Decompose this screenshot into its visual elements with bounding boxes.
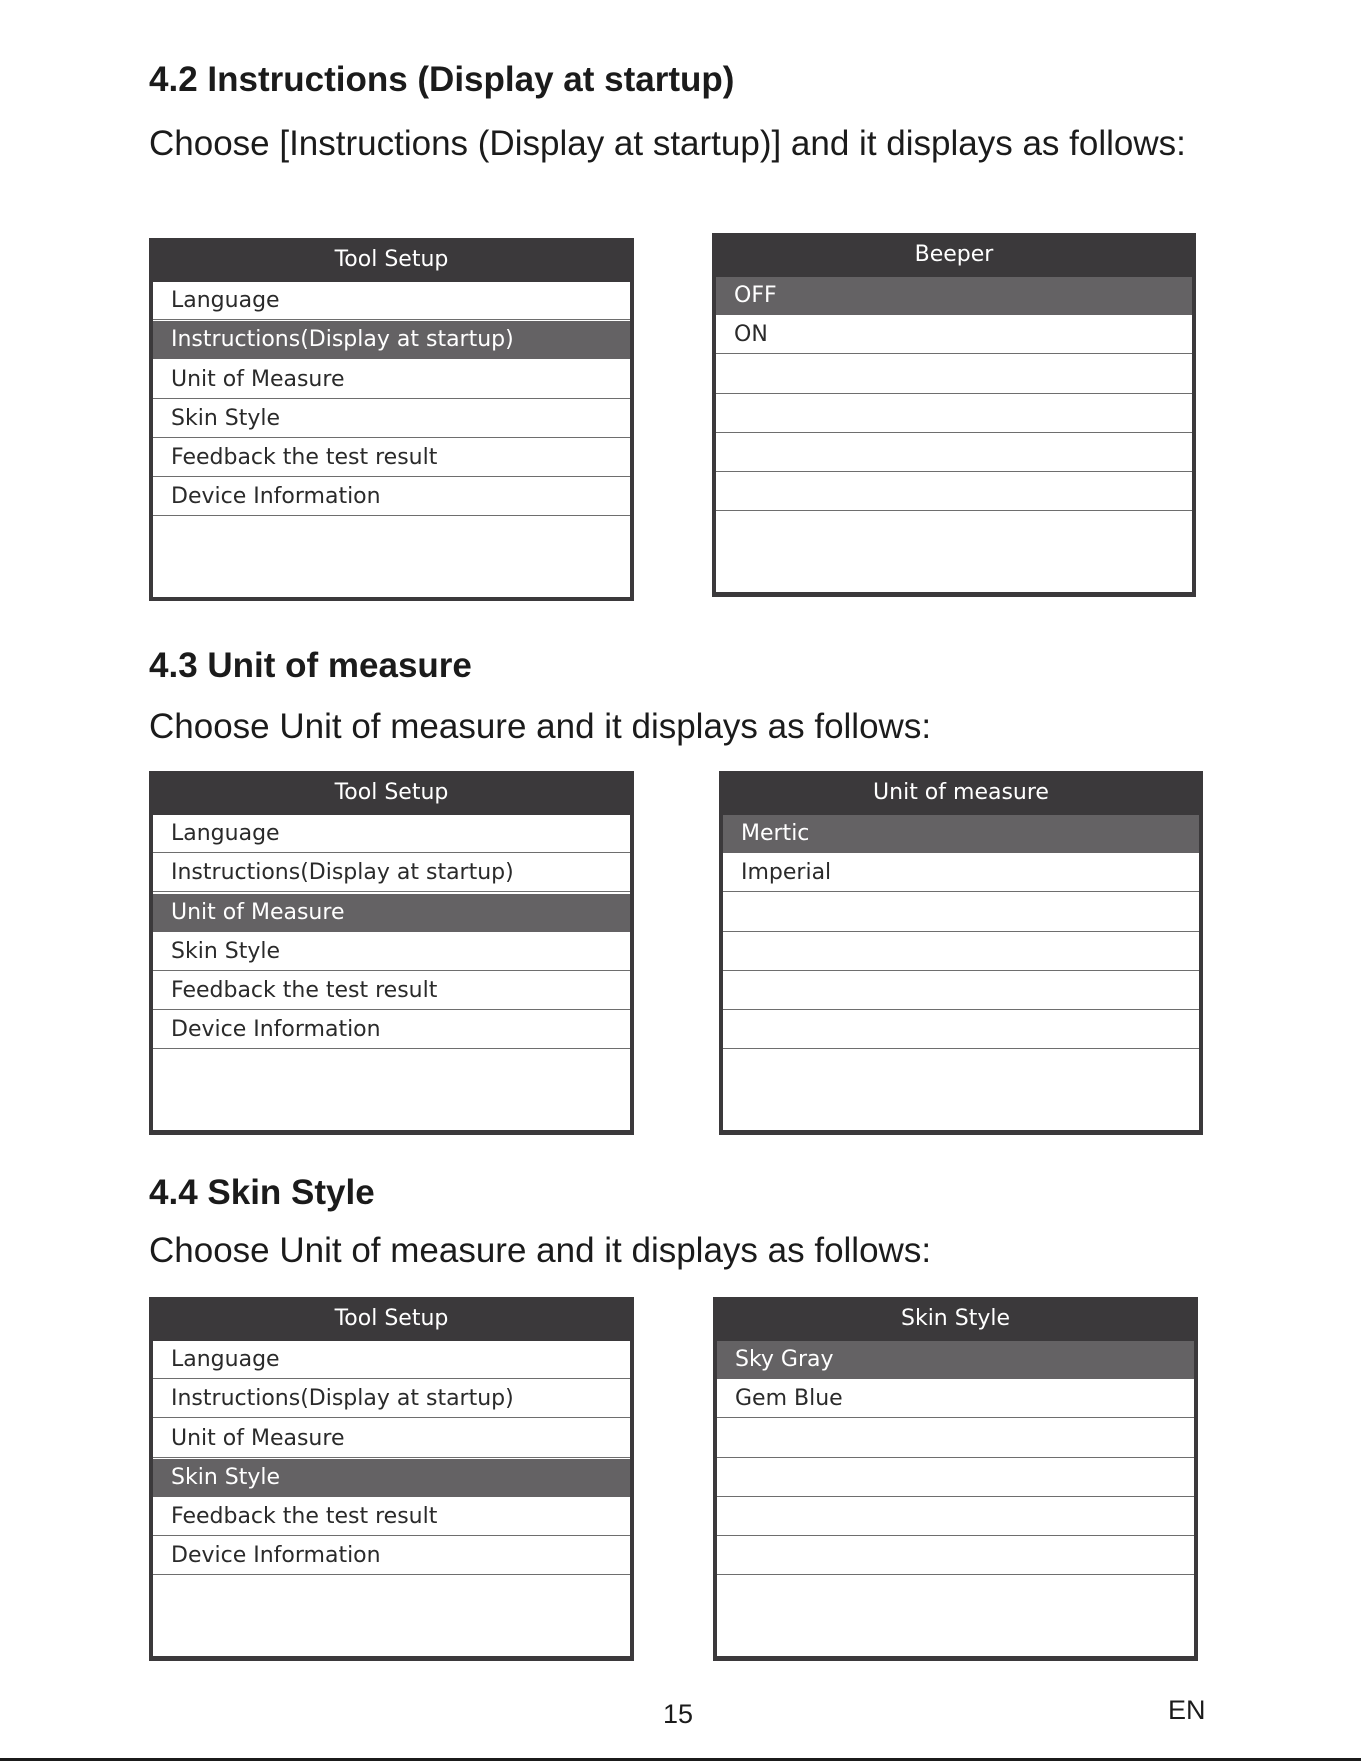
- beeper-screen: [712, 233, 1196, 597]
- tool-setup-screen-4-3: [149, 771, 634, 1135]
- menu-item-feedback-the-test-result[interactable]: Feedback the test result: [153, 1498, 630, 1536]
- menu-list: [723, 815, 1199, 1130]
- screen-title: Tool Setup: [334, 1306, 449, 1331]
- menu-item-unit-of-measure[interactable]: Unit of Measure: [153, 1420, 630, 1458]
- tool-setup-screen-4-2: [149, 238, 634, 601]
- menu-item-instructions-display-at-startup[interactable]: Instructions(Display at startup): [153, 321, 630, 359]
- section-text-4-4: Choose Unit of measure and it displays as follows:: [149, 1231, 932, 1270]
- menu-item-sky-gray[interactable]: Sky Gray: [717, 1341, 1194, 1379]
- menu-item-empty: [153, 1577, 630, 1615]
- menu-item-off[interactable]: OFF: [716, 277, 1192, 315]
- menu-item-empty: [717, 1420, 1194, 1458]
- menu-item-skin-style[interactable]: Skin Style: [153, 933, 630, 971]
- menu-item-feedback-the-test-result[interactable]: Feedback the test result: [153, 439, 630, 477]
- page-indicator: 2/6: [580, 574, 606, 593]
- menu-item-instructions-display-at-startup[interactable]: Instructions(Display at startup): [153, 1380, 630, 1418]
- section-heading-4-2: 4.2 Instructions (Display at startup): [149, 60, 735, 99]
- language-label: EN: [1168, 1695, 1206, 1725]
- menu-item-empty: [717, 1537, 1194, 1575]
- menu-item-device-information[interactable]: Device Information: [153, 478, 630, 516]
- menu-item-empty: [717, 1577, 1194, 1615]
- screen-title: Beeper: [914, 242, 994, 267]
- section-heading-4-3: 4.3 Unit of measure: [149, 646, 472, 685]
- screen-title: Skin Style: [900, 1306, 1010, 1331]
- menu-item-empty: [716, 395, 1192, 433]
- menu-item-feedback-the-test-result[interactable]: Feedback the test result: [153, 972, 630, 1010]
- menu-item-on[interactable]: ON: [716, 316, 1192, 354]
- menu-list: [153, 1341, 630, 1656]
- screen-title: Tool Setup: [334, 780, 449, 805]
- screen-title: Tool Setup: [334, 247, 449, 272]
- menu-list: [716, 277, 1192, 592]
- menu-item-device-information[interactable]: Device Information: [153, 1011, 630, 1049]
- menu-item-empty: [723, 894, 1199, 932]
- page-indicator: 3/6: [580, 1108, 606, 1127]
- menu-item-device-information[interactable]: Device Information: [153, 1537, 630, 1575]
- menu-list: [153, 282, 630, 597]
- menu-item-imperial[interactable]: Imperial: [723, 854, 1199, 892]
- page-number: 15: [663, 1699, 694, 1729]
- menu-item-empty: [716, 434, 1192, 472]
- menu-item-empty: [717, 1498, 1194, 1536]
- menu-item-mertic[interactable]: Mertic: [723, 815, 1199, 853]
- menu-item-empty: [716, 473, 1192, 511]
- menu-item-instructions-display-at-startup[interactable]: Instructions(Display at startup): [153, 854, 630, 892]
- menu-item-empty: [723, 1051, 1199, 1089]
- menu-item-language[interactable]: Language: [153, 1341, 630, 1379]
- menu-item-skin-style[interactable]: Skin Style: [153, 400, 630, 438]
- menu-item-empty: [723, 972, 1199, 1010]
- menu-item-empty: [717, 1459, 1194, 1497]
- menu-item-empty: [723, 1011, 1199, 1049]
- unit-of-measure-screen: [719, 771, 1203, 1135]
- menu-item-unit-of-measure[interactable]: Unit of Measure: [153, 361, 630, 399]
- skin-style-screen: [713, 1297, 1198, 1661]
- page-indicator: 1/2: [1144, 1634, 1170, 1653]
- menu-list: [153, 815, 630, 1130]
- screen-title: Unit of measure: [873, 780, 1049, 805]
- menu-item-skin-style[interactable]: Skin Style: [153, 1459, 630, 1497]
- menu-item-empty: [153, 1051, 630, 1089]
- menu-item-language[interactable]: Language: [153, 282, 630, 320]
- menu-item-gem-blue[interactable]: Gem Blue: [717, 1380, 1194, 1418]
- menu-list: [717, 1341, 1194, 1656]
- section-text-4-2: Choose [Instructions (Display at startup)] and it displays as follows:: [149, 124, 1186, 163]
- section-text-4-3: Choose Unit of measure and it displays as follows:: [149, 707, 932, 746]
- menu-item-language[interactable]: Language: [153, 815, 630, 853]
- menu-item-unit-of-measure[interactable]: Unit of Measure: [153, 894, 630, 932]
- page-indicator: 1/2: [1149, 1108, 1175, 1127]
- menu-item-empty: [716, 513, 1192, 551]
- menu-item-empty: [716, 356, 1192, 394]
- page-indicator: 4/6: [580, 1634, 606, 1653]
- section-heading-4-4: 4.4 Skin Style: [149, 1173, 375, 1212]
- page-indicator: 1/2: [1142, 570, 1168, 589]
- menu-item-empty: [153, 518, 630, 556]
- tool-setup-screen-4-4: [149, 1297, 634, 1661]
- menu-item-empty: [723, 933, 1199, 971]
